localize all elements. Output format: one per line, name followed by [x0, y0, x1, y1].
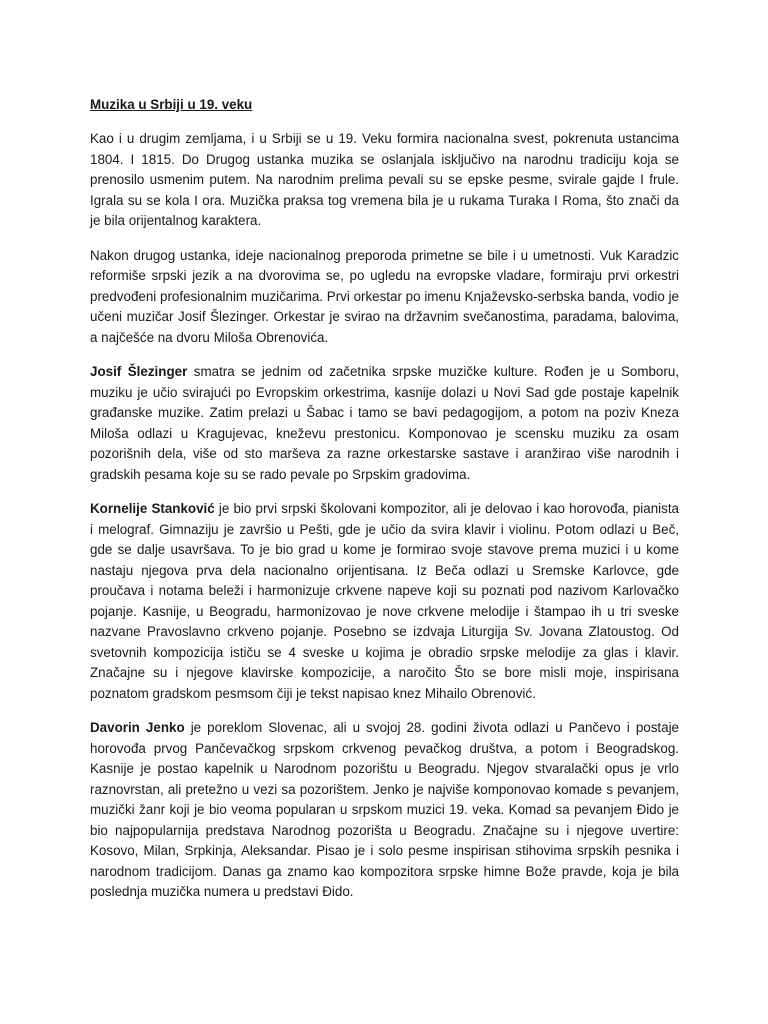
paragraph-jenko-text: je poreklom Slovenac, ali u svojoj 28. godini života odlazi u Pančevo i postaje horovođa prvog Pančevačkog srpskom crkvenog pevačkog društva, a potom i Beogradskog. Kasnije je postao kapelnik u Narodnom pozorištu u Beogradu. Njegov stvaralački opus je vrlo raznovrstan, ali pretežno u vezi sa pozorištem. Jenko je najviše komponovao komade s pevanjem, muzički žanr koji je bio veoma popularan u srpskom muzici 19. veka. Komad sa pevanjem Đido je bio najpopularnija predstava Narodnog pozorišta u Beogradu. Značajne su i njegove uvertire: Kosovo, Milan, Srpkinja, Aleksandar. Pisao je i solo pesme inspirisan stihovima srpskih pesnika i narodnom tradicijom. Danas ga znamo kao kompozitora srpske himne Bože pravde, koja je bila poslednja muzička numera u predstavi Đido. [90, 720, 679, 899]
paragraph-slezinger [90, 362, 679, 485]
paragraph-1-text: Kao i u drugim zemljama, i u Srbiji se u 19. Veku formira nacionalna svest, pokrenuta ustancima 1804. I 1815. Do Drugog ustanka muzika se oslanjala isključivo na narodnu tradiciju koja se prenosilo usmenim putem. Na narodnim prelima pevali su se epske pesme, svirale gajde I frule. Igrala su se kola I ora. Muzička praksa tog vremena bila je u rukama Turaka I Roma, što znači da je bila orijentalnog karaktera. [90, 131, 679, 228]
paragraph-2-text: Nakon drugog ustanka, ideje nacionalnog preporoda primetne se bile i u umetnosti. Vuk Karadzic reformiše srpski jezik a na dvorovima se, po ugledu na evropske vladare, formiraju prvi orkestri predvođeni profesionalnim muzičarima. Prvi orkestar po imenu Knjaževsko-serbska banda, vodio je učeni muzičar Josif Šlezinger. Orkestar je svirao na državnim svečanostima, paradama, balovima, a najčešće na dvoru Miloša Obrenovića. [90, 247, 679, 345]
paragraph-1 [90, 129, 679, 232]
paragraph-slezinger-text: smatra se jednim od začetnika srpske muzičke kulture. Rođen je u Somboru, muziku je učio svirajući po Evropskim orkestrima, kasnije dolazi u Novi Sad gde postaje kapelnik građanske muzike. Zatim prelazi u Šabac i tamo se bavi pedagogijom, a potom na poziv Kneza Miloša odlazi u Kragujevac, kneževu prestonicu. Komponovao je scensku muziku za osam pozorišnih dela, više od sto marševa za razne orkestarske sastave i aranžirao više narodnih i gradskih pesama koje su se rado pevale po Srpskim gradovima. [90, 364, 679, 482]
paragraph-stankovic-text: je bio prvi srpski školovani kompozitor, ali je delovao i kao horovođa, pianista i melograf. Gimnaziju je završio u Pešti, gde je učio da svira klavir i violinu. Potom odlazi u Beč, gde se dalje usavršava. To je bio grad u kome je formirao svoje stavove prema muzici i u kome nastaju njegova prva dela nacionalno orijentisana. Iz Beča odlazi u Sremske Karlovce, gde proučava i notama beleži i harmonizuje crkvene napeve koji su poznati pod nazivom Karlovačko pojanje. Kasnije, u Beogradu, harmonizovao je nove crkvene melodije i štampao ih u tri sveske nazvane Pravoslavno crkveno pojanje. Posebno se izdvaja Liturgija Sv. Jovana Zlatoustog. Od svetovnih kompozicija ističu se 4 sveske u kojima je obradio srpske melodije za glas i klavir. Značajne su i njegove klavirske kompozicije, a naročito Što se bore misli moje, inspirisana poznatom gradskom pesmsom čiji je tekst napisao knez Mihailo Obrenović. [90, 501, 680, 701]
paragraph-jenko-lead: Davorin Jenko [90, 720, 185, 735]
paragraph-stankovic [90, 499, 679, 704]
paragraph-stankovic-lead: Kornelije Stanković [90, 501, 215, 516]
paragraph-slezinger-lead: Josif Šlezinger [90, 364, 188, 379]
document-title: Muzika u Srbiji u 19. veku [90, 97, 253, 112]
paragraph-2 [90, 246, 679, 349]
paragraph-jenko [90, 718, 679, 903]
